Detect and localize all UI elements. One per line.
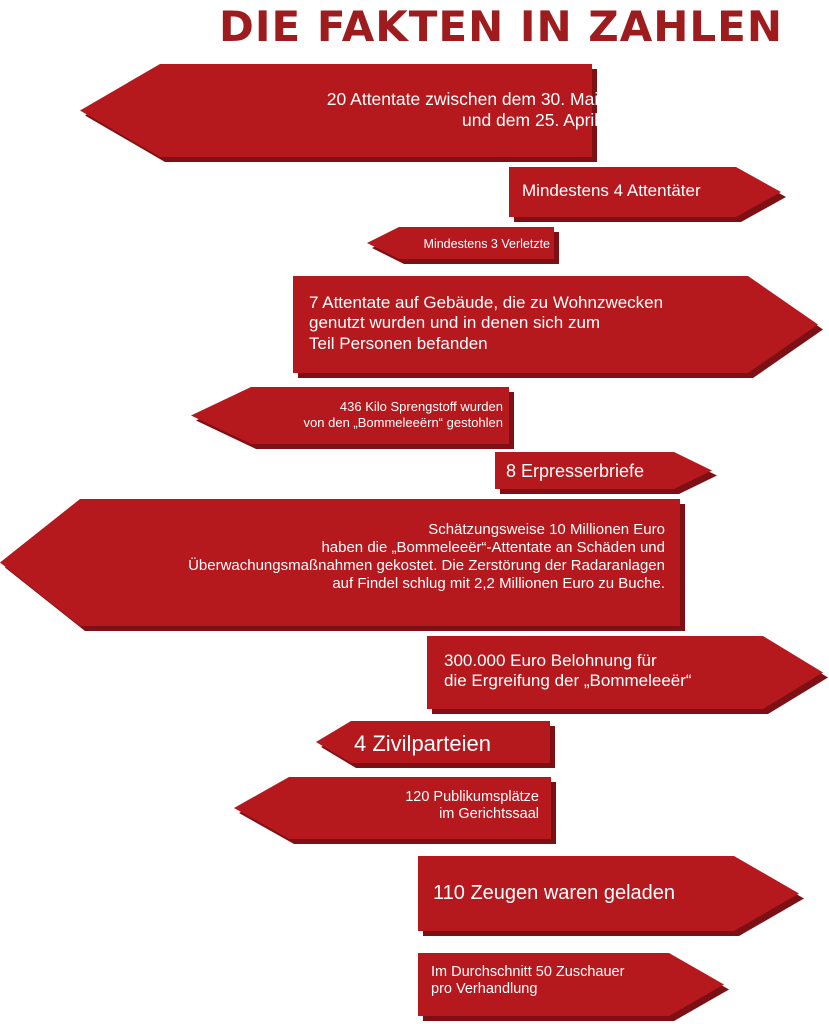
fact-sign-verletzte	[367, 227, 559, 264]
fact-text: 4 Zivilparteien	[354, 731, 491, 756]
fact-sign-attentaeter	[509, 167, 786, 222]
fact-text: 300.000 Euro Belohnung für die Ergreifung der „Bommeleeër“	[444, 651, 692, 691]
fact-sign-gebaeude	[293, 276, 823, 378]
fact-text: 8 Erpresserbriefe	[506, 461, 645, 481]
fact-text: Schätzungsweise 10 Millionen Euro haben die „Bommeleeër“-Attentate an Schäden und Überwachungsmaßnahmen gekostet. Die Zerstörung der Radaranlagen auf Findel schlug mit 2,2 Millionen Euro zu Buche.	[188, 521, 665, 592]
fact-sign-schaeden	[0, 499, 685, 631]
fact-text: Im Durchschnitt 50 Zuschauer pro Verhandlung	[431, 964, 625, 998]
fact-sign-publikumsplaetze	[234, 777, 556, 844]
fact-sign-attentate	[80, 64, 642, 162]
fact-sign-belohnung	[427, 636, 828, 714]
page-title	[0, 2, 829, 52]
page-title-text: DIE FAKTEN IN ZAHLEN	[219, 2, 783, 51]
fact-text: Mindestens 3 Verletzte	[423, 237, 550, 251]
fact-text: 120 Publikumsplätze im Gerichtssaal	[405, 789, 539, 823]
fact-sign-zeugen	[418, 856, 804, 936]
fact-sign-zivilparteien	[316, 721, 555, 768]
fact-text: 110 Zeugen waren geladen	[433, 882, 676, 904]
fact-sign-zuschauer	[418, 953, 729, 1021]
fact-text: 7 Attentate auf Gebäude, die zu Wohnzwecken genutzt wurden und in denen sich zum Teil Personen befanden	[309, 293, 664, 353]
fact-sign-erpresserbriefe	[495, 452, 717, 494]
fact-text: 20 Attentate zwischen dem 30. Mai 1984 und dem 25. April 1986	[326, 89, 642, 130]
fact-text: 436 Kilo Sprengstoff wurden von den „Bommeleeërn“ gestohlen	[303, 399, 503, 430]
fact-text: Mindestens 4 Attentäter	[522, 181, 701, 200]
fact-sign-sprengstoff	[191, 387, 514, 449]
